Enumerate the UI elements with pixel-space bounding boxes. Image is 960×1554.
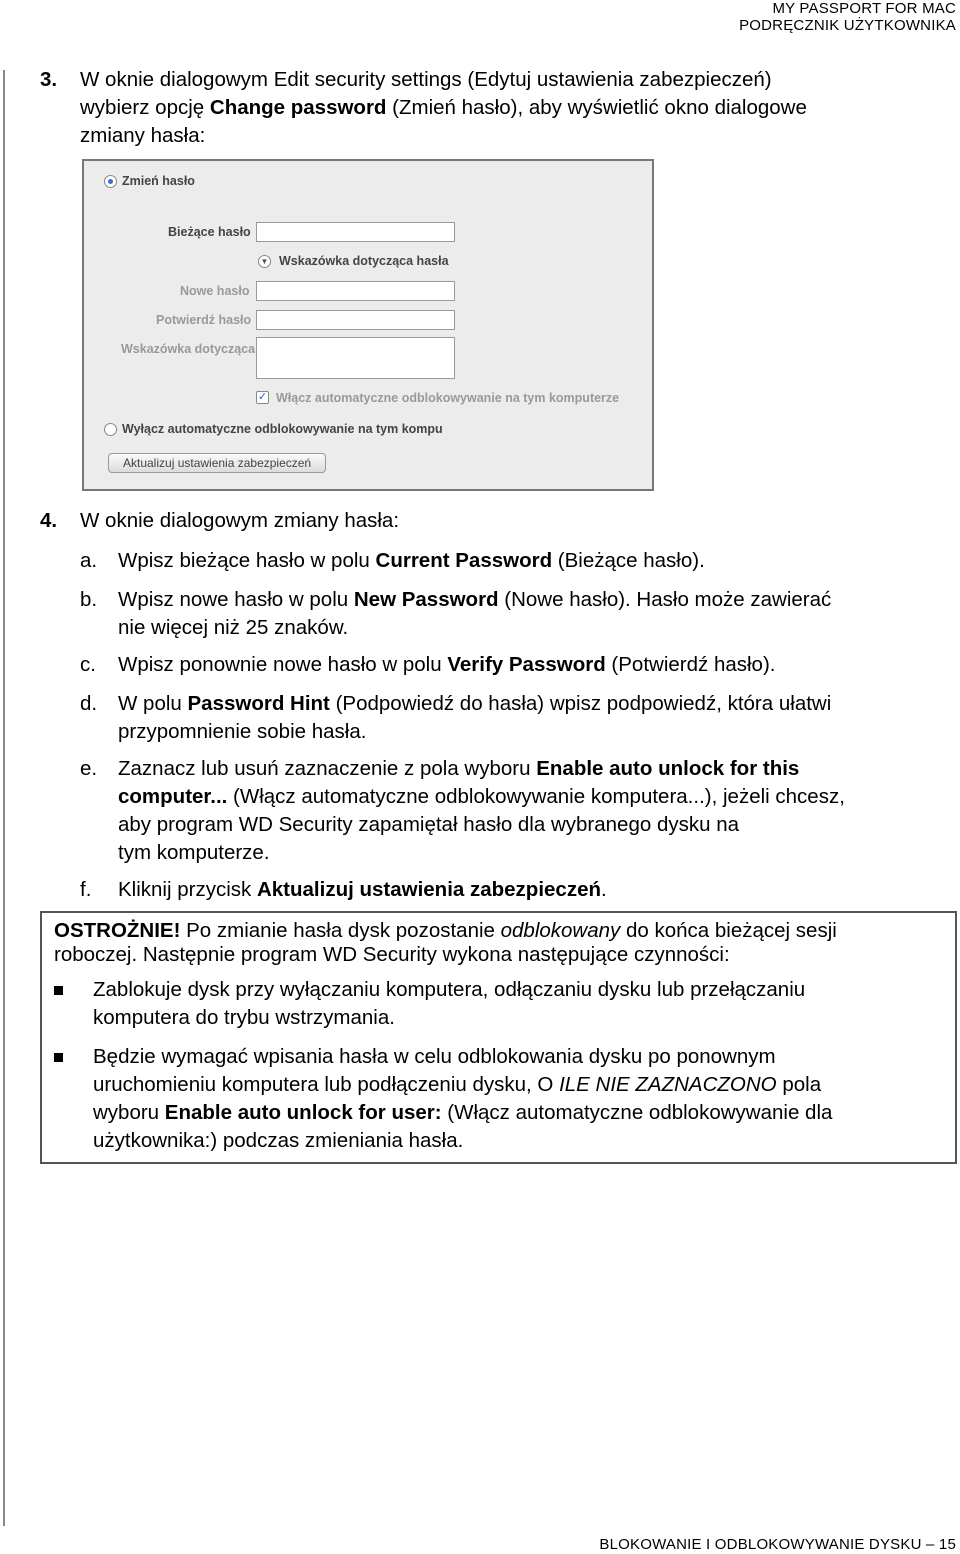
new-password-label: Nowe hasło xyxy=(180,284,250,298)
footer-section: BLOKOWANIE I ODBLOKOWYWANIE DYSKU xyxy=(599,1536,922,1553)
margin-rule xyxy=(3,70,5,1526)
page-number: 15 xyxy=(938,1536,956,1553)
chevron-down-icon[interactable]: ▼ xyxy=(258,255,271,268)
substep-f-text: Kliknij przycisk Aktualizuj ustawienia zabezpieczeń. xyxy=(118,878,607,901)
header-manual: PODRĘCZNIK UŻYTKOWNIKA xyxy=(739,17,956,34)
substep-c-text: Wpisz ponownie nowe hasło w polu Verify Password (Potwierdź hasło). xyxy=(118,653,776,676)
substep-e-text: Zaznacz lub usuń zaznaczenie z pola wyboru Enable auto unlock for this computer... (Włącz automatyczne odblokowywanie komputera...), jeżeli chcesz, aby program WD Security zapamiętał hasło dla wybranego dysku na tym komputerze. xyxy=(118,757,845,864)
footer-separator: – xyxy=(925,1536,935,1553)
step-3-text: W oknie dialogowym Edit security settings (Edytuj ustawienia zabezpieczeń) wybierz opcję Change password (Zmień hasło), aby wyświetlić okno dialogowe zmiany hasła: xyxy=(80,68,807,147)
running-header xyxy=(739,0,956,34)
header-product: MY PASSPORT FOR MAC xyxy=(772,0,956,17)
caution-text: OSTROŻNIE! Po zmianie hasła dysk pozostanie odblokowany do końca bieżącej sesji roboczej. Następnie program WD Security wykona następujące czynności: xyxy=(54,919,837,966)
bullet-marker xyxy=(54,986,63,995)
password-hint-label: Wskazówka dotycząca xyxy=(121,342,256,356)
current-password-label: Bieżące hasło xyxy=(168,225,251,239)
change-password-radio[interactable] xyxy=(104,175,117,188)
verify-password-label: Potwierdź hasło xyxy=(156,313,252,327)
password-hint-field[interactable] xyxy=(256,337,455,379)
bullet-marker xyxy=(54,1053,63,1062)
step-3-number: 3. xyxy=(40,68,58,91)
substep-c-letter: c. xyxy=(80,653,96,676)
enable-auto-unlock-label: Włącz automatyczne odblokowywanie na tym komputerze xyxy=(276,391,620,405)
page-footer xyxy=(599,1536,956,1553)
change-password-label: Zmień hasło xyxy=(122,174,195,188)
current-password-field[interactable] xyxy=(256,222,455,242)
substep-a-letter: a. xyxy=(80,549,98,572)
step-4-number: 4. xyxy=(40,509,58,532)
enable-auto-unlock-checkbox[interactable]: ✓ xyxy=(257,391,268,403)
caution-bullet-2: Będzie wymagać wpisania hasła w celu odblokowania dysku po ponownym uruchomieniu komputera lub podłączeniu dysku, O ILE NIE ZAZNACZONO pola wyboru Enable auto unlock for user: (Włącz automatyczne odblokowywanie dla użytkownika:) podczas zmieniania hasła. xyxy=(93,1045,833,1152)
verify-password-field[interactable] xyxy=(256,310,455,330)
substep-d-text: W polu Password Hint (Podpowiedź do hasła) wpisz podpowiedź, która ułatwi przypomnienie sobie hasła. xyxy=(118,692,832,743)
substep-a-text: Wpisz bieżące hasło w polu Current Password (Bieżące hasło). xyxy=(118,549,705,572)
substep-e-letter: e. xyxy=(80,757,98,780)
caution-bullet-1: Zablokuje dysk przy wyłączaniu komputera, odłączaniu dysku lub przełączaniu komputera do trybu wstrzymania. xyxy=(93,978,806,1029)
substep-b-letter: b. xyxy=(80,588,98,611)
change-password-dialog-screenshot xyxy=(82,159,654,491)
substep-b-text: Wpisz nowe hasło w polu New Password (Nowe hasło). Hasło może zawierać nie więcej niż 25 znaków. xyxy=(118,588,832,639)
step-4-intro: W oknie dialogowym zmiany hasła: xyxy=(80,509,400,532)
disable-auto-unlock-label: Wyłącz automatyczne odblokowywanie na tym kompu xyxy=(122,422,443,436)
new-password-field[interactable] xyxy=(256,281,455,301)
password-hint-toggle[interactable]: Wskazówka dotycząca hasła xyxy=(279,254,449,268)
substep-f-letter: f. xyxy=(80,878,92,901)
substep-d-letter: d. xyxy=(80,692,98,715)
caution-label: OSTROŻNIE! xyxy=(54,919,181,942)
update-security-settings-button[interactable]: Aktualizuj ustawienia zabezpieczeń xyxy=(108,453,326,473)
disable-auto-unlock-radio[interactable] xyxy=(104,423,117,436)
